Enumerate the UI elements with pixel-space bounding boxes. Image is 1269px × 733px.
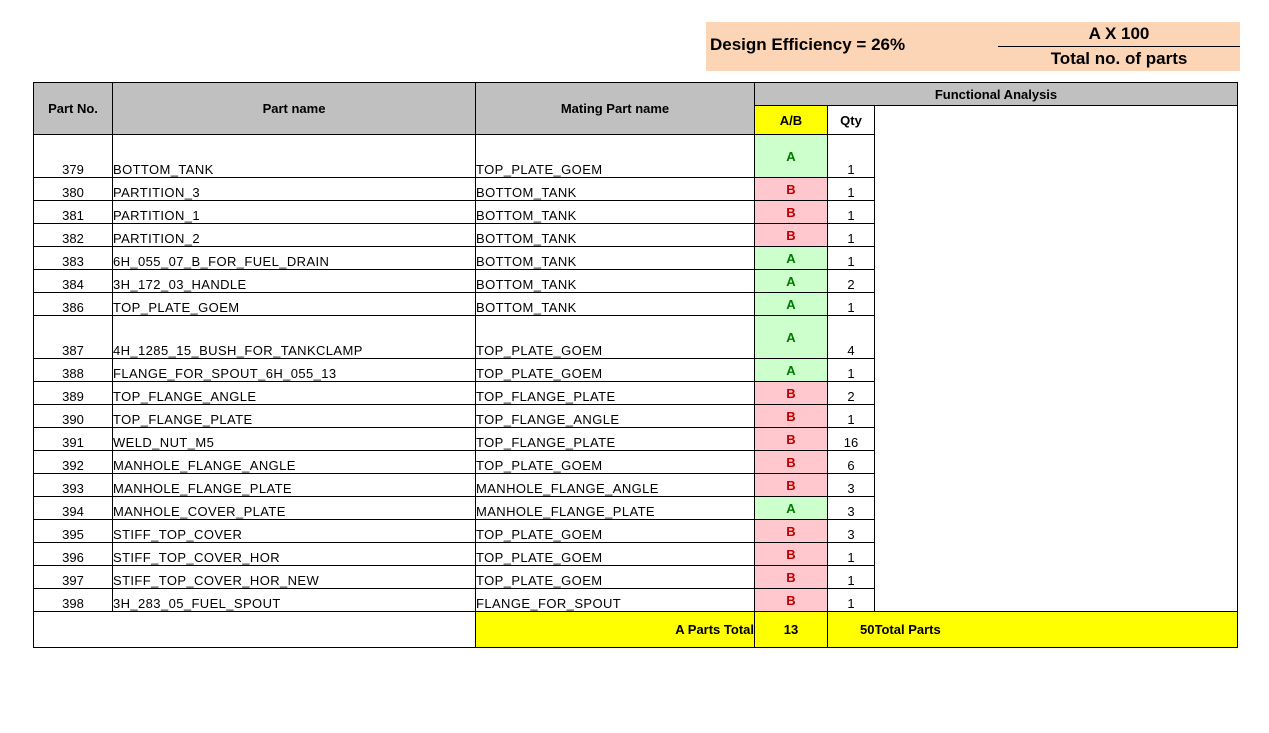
mating-part-name: TOP_FLANGE_PLATE [476, 382, 755, 405]
analysis-blank-cell [875, 543, 1238, 566]
mating-part-name: MANHOLE_FLANGE_PLATE [476, 497, 755, 520]
total-parts-value: 50 [828, 612, 875, 648]
part-name: 3H_283_05_FUEL_SPOUT [113, 589, 476, 612]
parts-table [33, 82, 1238, 648]
part-name: TOP_FLANGE_ANGLE [113, 382, 476, 405]
part-name: FLANGE_FOR_SPOUT_6H_055_13 [113, 359, 476, 382]
part-number: 394 [34, 497, 113, 520]
header-qty: Qty [828, 106, 875, 135]
parts-rows [34, 135, 1238, 612]
quantity: 1 [828, 135, 875, 178]
part-name: 3H_172_03_HANDLE [113, 270, 476, 293]
part-number: 396 [34, 543, 113, 566]
part-number: 395 [34, 520, 113, 543]
quantity: 3 [828, 474, 875, 497]
part-number: 389 [34, 382, 113, 405]
part-name: 6H_055_07_B_FOR_FUEL_DRAIN [113, 247, 476, 270]
header-functional-analysis: Functional Analysis [755, 83, 1238, 106]
quantity: 1 [828, 589, 875, 612]
part-name: PARTITION_1 [113, 201, 476, 224]
ab-classification: B [755, 382, 828, 405]
mating-part-name: FLANGE_FOR_SPOUT [476, 589, 755, 612]
analysis-blank-cell [875, 247, 1238, 270]
analysis-blank-cell [875, 316, 1238, 359]
analysis-blank-cell [875, 293, 1238, 316]
table-row [34, 293, 1238, 316]
quantity: 3 [828, 520, 875, 543]
analysis-blank-cell [875, 135, 1238, 178]
header-ab: A/B [755, 106, 828, 135]
quantity: 1 [828, 247, 875, 270]
part-name: MANHOLE_FLANGE_ANGLE [113, 451, 476, 474]
table-row [34, 316, 1238, 359]
analysis-blank-cell [875, 451, 1238, 474]
quantity: 6 [828, 451, 875, 474]
design-efficiency-box [706, 22, 1240, 71]
a-parts-total-value: 13 [755, 612, 828, 648]
mating-part-name: BOTTOM_TANK [476, 224, 755, 247]
part-number: 390 [34, 405, 113, 428]
part-number: 388 [34, 359, 113, 382]
part-name: WELD_NUT_M5 [113, 428, 476, 451]
quantity: 3 [828, 497, 875, 520]
part-name: TOP_FLANGE_PLATE [113, 405, 476, 428]
ab-classification: B [755, 178, 828, 201]
table-row [34, 359, 1238, 382]
ab-classification: B [755, 520, 828, 543]
mating-part-name: BOTTOM_TANK [476, 293, 755, 316]
totals-row [34, 612, 1238, 648]
table-row [34, 135, 1238, 178]
table-row [34, 224, 1238, 247]
mating-part-name: TOP_PLATE_GOEM [476, 451, 755, 474]
mating-part-name: TOP_FLANGE_ANGLE [476, 405, 755, 428]
analysis-blank-cell [875, 405, 1238, 428]
table-row [34, 451, 1238, 474]
part-number: 391 [34, 428, 113, 451]
quantity: 1 [828, 543, 875, 566]
analysis-blank-cell [875, 178, 1238, 201]
analysis-blank-cell [875, 497, 1238, 520]
mating-part-name: MANHOLE_FLANGE_ANGLE [476, 474, 755, 497]
analysis-blank-cell [875, 474, 1238, 497]
table-row [34, 543, 1238, 566]
quantity: 1 [828, 224, 875, 247]
ab-classification: B [755, 224, 828, 247]
table-row [34, 566, 1238, 589]
table-row [34, 178, 1238, 201]
ab-classification: A [755, 293, 828, 316]
part-number: 392 [34, 451, 113, 474]
part-number: 381 [34, 201, 113, 224]
part-number: 387 [34, 316, 113, 359]
part-name: PARTITION_2 [113, 224, 476, 247]
fraction-line [998, 46, 1240, 47]
mating-part-name: BOTTOM_TANK [476, 201, 755, 224]
mating-part-name: BOTTOM_TANK [476, 247, 755, 270]
table-row [34, 201, 1238, 224]
analysis-blank-cell [875, 201, 1238, 224]
quantity: 1 [828, 201, 875, 224]
part-name: 4H_1285_15_BUSH_FOR_TANKCLAMP [113, 316, 476, 359]
table-row [34, 474, 1238, 497]
mating-part-name: BOTTOM_TANK [476, 270, 755, 293]
table-row [34, 270, 1238, 293]
mating-part-name: TOP_PLATE_GOEM [476, 316, 755, 359]
part-name: STIFF_TOP_COVER [113, 520, 476, 543]
table-row [34, 247, 1238, 270]
ab-classification: A [755, 359, 828, 382]
header-part-no: Part No. [34, 83, 113, 135]
analysis-blank-cell [875, 589, 1238, 612]
header-part-name: Part name [113, 83, 476, 135]
header-blank [875, 106, 1238, 135]
quantity: 2 [828, 270, 875, 293]
ab-classification: B [755, 474, 828, 497]
analysis-blank-cell [875, 566, 1238, 589]
ab-classification: A [755, 497, 828, 520]
quantity: 1 [828, 566, 875, 589]
ab-classification: B [755, 428, 828, 451]
ab-classification: A [755, 316, 828, 359]
part-number: 384 [34, 270, 113, 293]
total-parts-label: Total Parts [875, 612, 1238, 648]
part-number: 382 [34, 224, 113, 247]
design-efficiency-label: Design Efficiency = 26% [710, 35, 906, 54]
ab-classification: B [755, 589, 828, 612]
table-row [34, 382, 1238, 405]
part-name: PARTITION_3 [113, 178, 476, 201]
mating-part-name: TOP_PLATE_GOEM [476, 566, 755, 589]
part-name: STIFF_TOP_COVER_HOR [113, 543, 476, 566]
ab-classification: A [755, 270, 828, 293]
table-row [34, 405, 1238, 428]
quantity: 2 [828, 382, 875, 405]
analysis-blank-cell [875, 520, 1238, 543]
part-number: 393 [34, 474, 113, 497]
ab-classification: B [755, 566, 828, 589]
table-row [34, 589, 1238, 612]
mating-part-name: TOP_PLATE_GOEM [476, 135, 755, 178]
analysis-blank-cell [875, 270, 1238, 293]
part-name: TOP_PLATE_GOEM [113, 293, 476, 316]
table-row [34, 428, 1238, 451]
part-number: 380 [34, 178, 113, 201]
quantity: 1 [828, 405, 875, 428]
part-name: MANHOLE_FLANGE_PLATE [113, 474, 476, 497]
ab-classification: A [755, 135, 828, 178]
mating-part-name: BOTTOM_TANK [476, 178, 755, 201]
ab-classification: B [755, 543, 828, 566]
analysis-blank-cell [875, 359, 1238, 382]
part-number: 398 [34, 589, 113, 612]
part-number: 397 [34, 566, 113, 589]
ab-classification: B [755, 201, 828, 224]
header-mating-part-name: Mating Part name [476, 83, 755, 135]
mating-part-name: TOP_FLANGE_PLATE [476, 428, 755, 451]
analysis-blank-cell [875, 224, 1238, 247]
formula-denominator: Total no. of parts [1050, 49, 1188, 68]
part-number: 383 [34, 247, 113, 270]
part-name: MANHOLE_COVER_PLATE [113, 497, 476, 520]
analysis-blank-cell [875, 428, 1238, 451]
formula-numerator: A X 100 [1088, 24, 1150, 43]
analysis-blank-cell [875, 382, 1238, 405]
part-name: BOTTOM_TANK [113, 135, 476, 178]
quantity: 16 [828, 428, 875, 451]
quantity: 1 [828, 178, 875, 201]
part-name: STIFF_TOP_COVER_HOR_NEW [113, 566, 476, 589]
totals-blank [34, 612, 476, 648]
quantity: 1 [828, 359, 875, 382]
table-row [34, 520, 1238, 543]
quantity: 4 [828, 316, 875, 359]
mating-part-name: TOP_PLATE_GOEM [476, 359, 755, 382]
ab-classification: A [755, 247, 828, 270]
ab-classification: B [755, 405, 828, 428]
part-number: 379 [34, 135, 113, 178]
part-number: 386 [34, 293, 113, 316]
ab-classification: B [755, 451, 828, 474]
table-row [34, 497, 1238, 520]
mating-part-name: TOP_PLATE_GOEM [476, 543, 755, 566]
a-parts-total-label: A Parts Total [476, 612, 755, 648]
efficiency-formula [998, 22, 1240, 71]
quantity: 1 [828, 293, 875, 316]
mating-part-name: TOP_PLATE_GOEM [476, 520, 755, 543]
